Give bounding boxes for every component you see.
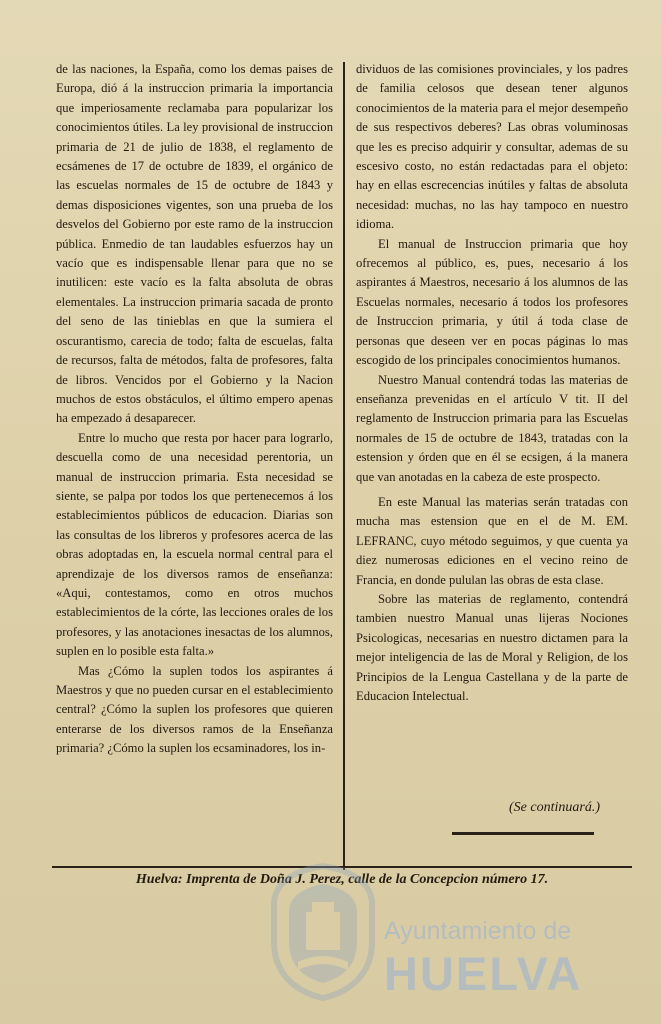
right-paragraph-1: dividuos de las comisiones provinciales, y los padres de familia celosos que desean tener algunos conocimientos de la materia para el mejor desempeño de sus respectivos deberes? Las obras voluminosas que les es preciso adquirir y consultar, ademas de su escesivo costo, no están redactadas para el objeto: hay en ellas escrecencias inútiles y faltas de absoluta necesidad: muchas, no las hay tampoco en nuestro idioma. bbox=[356, 62, 628, 232]
right-column bbox=[356, 60, 628, 706]
right-paragraph-2: El manual de Instruccion primaria que hoy ofrecemos al público, es, pues, necesario á los aspirantes á Maestros, necesario á los alumnos de las Escuelas normales, necesario á todos los profesores de Instruccion primaria, y útil á toda clase de personas que deseen ver en pocas páginas lo mas escogido de los principales conocimientos humanos. bbox=[356, 236, 628, 368]
right-paragraph-4: En este Manual las materias serán tratadas con mucha mas estension que en el de M. EM. LEFRANC, cuyo método seguimos, y que cuenta ya diez numerosas ediciones en el vecino reino de Francia, en donde pululan las obras de esta clase. bbox=[356, 494, 628, 587]
column-divider bbox=[343, 62, 345, 870]
right-paragraph-3: Nuestro Manual contendrá todas las materias de enseñanza prevenidas en el artículo V tit. II del reglamento de Instruccion primaria para las Escuelas normales de 15 de octubre de 1843, tratadas con la estension y órden que en él se ecsigen, á la manera que van anotadas en la cabeza de este prospecto. bbox=[356, 372, 628, 484]
watermark-huelva: HUELVA bbox=[384, 947, 583, 1000]
city-seal-icon bbox=[268, 862, 378, 1002]
left-paragraph-3: Mas ¿Cómo la suplen todos los aspirantes á Maestros y que no pueden cursar en el establecimiento central? ¿Cómo la suplen los profesores que quieren enterarse de los diversos ramos de la Enseñanza primaria? ¿Cómo la suplen los ecsaminadores, los in- bbox=[56, 663, 333, 756]
watermark-ayuntamiento: Ayuntamiento de bbox=[384, 917, 572, 945]
left-column bbox=[56, 60, 333, 759]
section-end-rule bbox=[452, 832, 594, 835]
printer-imprint: Huelva: Imprenta de Doña J. Perez, calle de la Concepcion número 17. bbox=[135, 872, 549, 887]
left-paragraph-2: Entre lo mucho que resta por hacer para lograrlo, descuella como de una necesidad perentoria, un manual de instruccion primaria. Esta necesidad se siente, se palpa por todos los que pertenecemos á los establecimientos públicos de educacion. Diarias son las consultas de los libreros y profesores acerca de las obras adoptadas en, la escuela normal central para el aprendizaje de los diversos ramos de enseñanza: «Aqui, contestamos, como en otros muchos establecimientos de la córte, las lecciones orales de los profesores, y las anotaciones inesactas de los alumnos, suplen en lo posible esta falta.» bbox=[56, 430, 333, 659]
right-paragraph-5: Sobre las materias de reglamento, contendrá tambien nuestro Manual unas lijeras Nociones Psicologicas, necesarias en nuestro dictamen para la mejor inteligencia de las de Moral y Religion, de los Principios de la Lengua Castellana y de la parte de Educacion Intelectual. bbox=[356, 591, 628, 703]
left-paragraph-1: de las naciones, la España, como los demas paises de Europa, dió á la instruccion primaria la importancia que imperiosamente reclamaba para popularizar los conocimientos útiles. La ley provisional de instruccion primaria de 21 de julio de 1838, el reglamento de ecsámenes de 17 de octubre de 1839, el orgánico de las escuelas normales de 15 de octubre de 1843 y demas disposiciones vigentes, son una prueba de los desvelos del Gobierno por este ramo de la instruccion pública. Enmedio de tan laudables esfuerzos hay un vacío que es indispensable llenar para que no se inutilicen: este vacío es la falta absoluta de obras elementales. La instruccion primaria sacada de pronto del seno de las tinieblas en que la sumiera el oscurantismo, carecia de todo; falta de escuelas, falta de recursos, falta de métodos, falta de profesores, falta de libros. Vencidos por el Gobierno y la Nacion muchos de estos obstáculos, el último empero apenas ha empezado á desaparecer. bbox=[56, 62, 333, 426]
continuation-note: (Se continuará.) bbox=[509, 800, 600, 815]
